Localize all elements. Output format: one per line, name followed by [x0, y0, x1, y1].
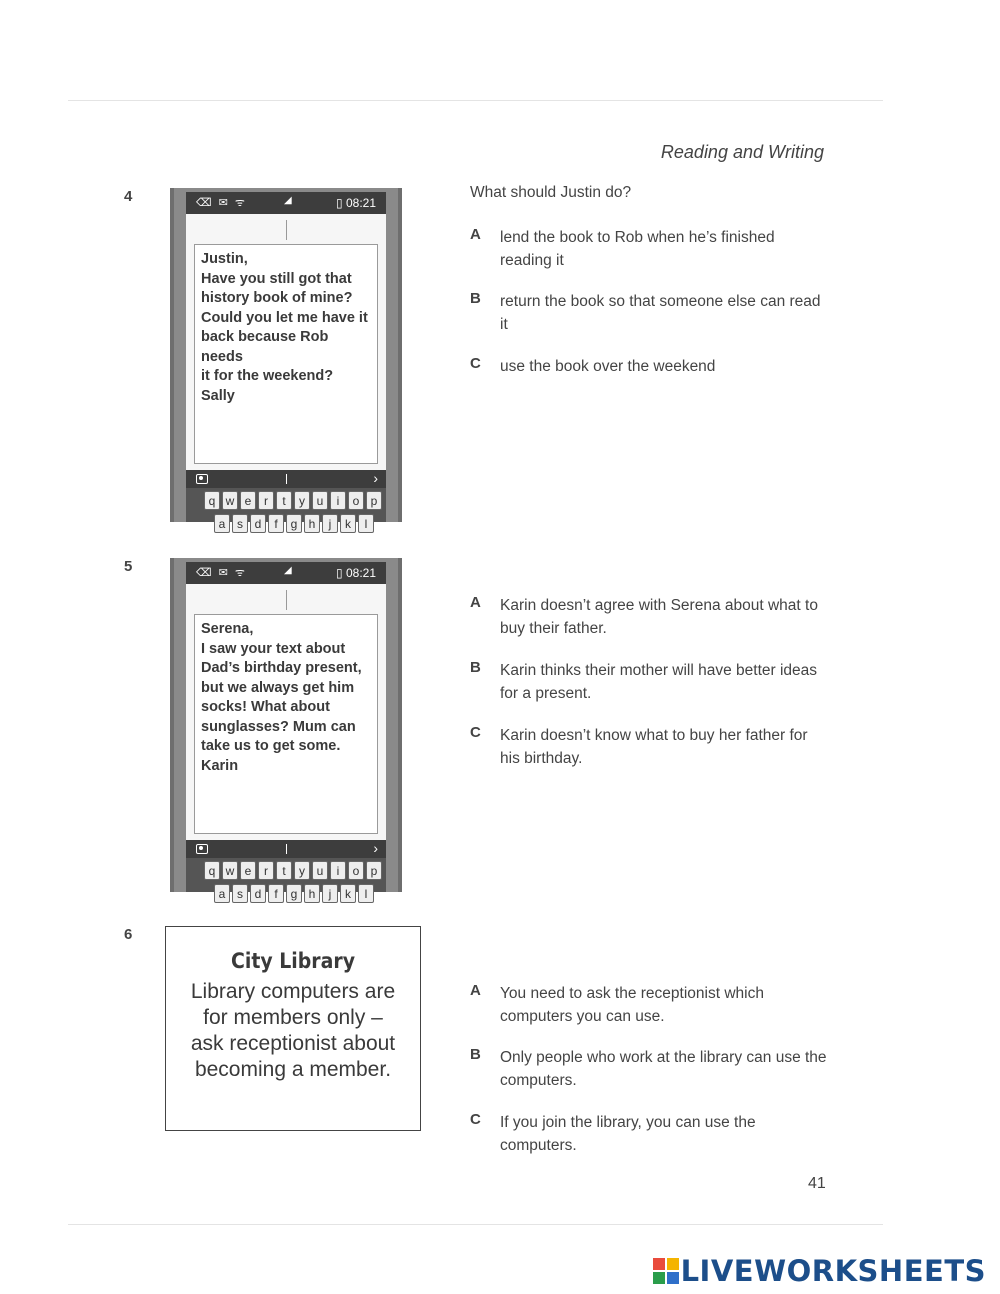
- logo-square: [667, 1272, 679, 1284]
- question-prompt-4: What should Justin do?: [470, 184, 632, 201]
- message-line: socks! What about: [201, 699, 330, 715]
- notification-icons: ⌫ ✉ ᯤ: [196, 197, 247, 209]
- key-j: j: [322, 884, 338, 903]
- text-cursor: [286, 220, 287, 240]
- option-letter: A: [470, 594, 481, 611]
- camera-icon: [196, 474, 208, 484]
- key-j: j: [322, 514, 338, 533]
- notice-line: ask receptionist about: [190, 1032, 396, 1055]
- key-a: a: [214, 884, 230, 903]
- keyboard-row-1: [204, 861, 382, 880]
- option-letter: C: [470, 355, 481, 372]
- key-g: g: [286, 884, 302, 903]
- option-6a: [470, 982, 830, 1030]
- message-line: I saw your text about: [201, 640, 346, 657]
- page-number: 41: [808, 1175, 826, 1192]
- key-k: k: [340, 514, 356, 533]
- status-bar: [186, 562, 386, 584]
- key-y: y: [294, 491, 310, 510]
- send-icon: ›: [373, 840, 378, 856]
- option-text: return the book so that someone else can read it: [500, 293, 821, 333]
- key-p: p: [366, 861, 382, 880]
- key-s: s: [232, 884, 248, 903]
- message-line: Have you still got that: [201, 270, 352, 287]
- notice-line: Library computers are: [190, 980, 396, 1003]
- option-5a: [470, 594, 830, 642]
- option-text: Only people who work at the library can use the computers.: [500, 1049, 827, 1089]
- section-title: Reading and Writing: [660, 142, 824, 162]
- keyboard-row-2: [214, 884, 374, 903]
- option-text: If you join the library, you can use the computers.: [500, 1114, 756, 1154]
- phone-message-4: [170, 188, 402, 531]
- library-notice: [165, 926, 421, 1131]
- option-text: You need to ask the receptionist which computers you can use.: [500, 985, 764, 1025]
- key-q: q: [204, 861, 220, 880]
- option-letter: C: [470, 724, 481, 741]
- key-f: f: [268, 884, 284, 903]
- option-4b: [470, 290, 830, 338]
- message-line: Could you let me have it: [201, 309, 368, 326]
- status-time-text: 08:21: [345, 196, 376, 210]
- camera-icon: [196, 844, 208, 854]
- option-text: Karin doesn’t agree with Serena about what to buy their father.: [500, 597, 818, 637]
- key-h: h: [304, 884, 320, 903]
- key-d: d: [250, 884, 266, 903]
- status-time: ▯ 08:21: [336, 196, 376, 210]
- phone-screen: [186, 214, 386, 470]
- key-r: r: [258, 491, 274, 510]
- key-t: t: [276, 491, 292, 510]
- key-p: p: [366, 491, 382, 510]
- status-time: ▯ 08:21: [336, 566, 376, 580]
- signal-icon: ◢: [284, 565, 292, 576]
- message-line: back because Rob needs: [201, 329, 329, 365]
- top-rule: [68, 100, 883, 101]
- option-text: Karin thinks their mother will have better ideas for a present.: [500, 662, 818, 702]
- key-w: w: [222, 491, 238, 510]
- key-r: r: [258, 861, 274, 880]
- option-letter: B: [470, 290, 481, 307]
- key-a: a: [214, 514, 230, 533]
- option-letter: B: [470, 659, 481, 676]
- key-e: e: [240, 491, 256, 510]
- signal-icon: ◢: [284, 195, 292, 206]
- key-y: y: [294, 861, 310, 880]
- logo-squares-icon: [653, 1258, 679, 1284]
- key-l: l: [358, 884, 374, 903]
- message-line: Sally: [201, 387, 235, 404]
- key-i: i: [330, 861, 346, 880]
- option-text: lend the book to Rob when he’s finished reading it: [500, 229, 775, 269]
- option-4a: [470, 226, 830, 274]
- key-o: o: [348, 861, 364, 880]
- brand-name: LIVEWORKSHEETS: [680, 1254, 986, 1288]
- key-e: e: [240, 861, 256, 880]
- message-line: Justin,: [201, 251, 248, 267]
- key-k: k: [340, 884, 356, 903]
- key-o: o: [348, 491, 364, 510]
- phone-screen: [186, 584, 386, 840]
- input-bar: [186, 840, 386, 858]
- keyboard-row-1: [204, 491, 382, 510]
- text-message: [194, 244, 378, 464]
- keyboard-row-2: [214, 514, 374, 533]
- option-6b: [470, 1046, 830, 1094]
- question-number-4: 4: [124, 188, 133, 205]
- message-line: Dad’s birthday present,: [201, 660, 362, 676]
- notice-title: City Library: [230, 949, 356, 973]
- message-line: it for the weekend?: [201, 368, 334, 384]
- text-cursor: [286, 590, 287, 610]
- keyboard: [186, 488, 386, 531]
- option-4c: [470, 355, 830, 379]
- liveworksheets-logo[interactable]: [653, 1254, 986, 1288]
- option-letter: C: [470, 1111, 481, 1128]
- status-time-text: 08:21: [345, 566, 376, 580]
- key-w: w: [222, 861, 238, 880]
- message-line: Serena,: [201, 621, 254, 637]
- input-cursor: [286, 844, 287, 854]
- question-number-6: 6: [124, 926, 133, 943]
- key-g: g: [286, 514, 302, 533]
- message-line: sunglasses? Mum can: [201, 718, 356, 735]
- key-u: u: [312, 861, 328, 880]
- key-l: l: [358, 514, 374, 533]
- status-bar: [186, 192, 386, 214]
- notification-icons: ⌫ ✉ ᯤ: [196, 567, 247, 579]
- keyboard: [186, 858, 386, 901]
- notice-body: [166, 979, 420, 1083]
- key-t: t: [276, 861, 292, 880]
- input-bar: [186, 470, 386, 488]
- message-line: take us to get some.: [201, 738, 341, 754]
- input-cursor: [286, 474, 287, 484]
- option-6c: [470, 1111, 830, 1159]
- message-line: Karin: [201, 757, 239, 774]
- text-message: [194, 614, 378, 834]
- key-i: i: [330, 491, 346, 510]
- option-5c: [470, 724, 830, 772]
- key-s: s: [232, 514, 248, 533]
- key-u: u: [312, 491, 328, 510]
- logo-square: [667, 1258, 679, 1270]
- logo-square: [653, 1258, 665, 1270]
- option-text: Karin doesn’t know what to buy her father for his birthday.: [500, 727, 808, 767]
- bottom-rule: [68, 1224, 883, 1225]
- phone-message-5: [170, 558, 402, 901]
- key-h: h: [304, 514, 320, 533]
- message-line: but we always get him: [201, 679, 355, 696]
- option-letter: B: [470, 1046, 481, 1063]
- option-5b: [470, 659, 830, 707]
- option-letter: A: [470, 982, 481, 999]
- key-q: q: [204, 491, 220, 510]
- option-text: use the book over the weekend: [500, 358, 716, 375]
- send-icon: ›: [373, 470, 378, 486]
- key-d: d: [250, 514, 266, 533]
- notice-line: for members only –: [203, 1006, 383, 1029]
- logo-square: [653, 1272, 665, 1284]
- question-number-5: 5: [124, 558, 133, 575]
- key-f: f: [268, 514, 284, 533]
- notice-line: becoming a member.: [194, 1058, 392, 1081]
- message-line: history book of mine?: [201, 290, 353, 306]
- option-letter: A: [470, 226, 481, 243]
